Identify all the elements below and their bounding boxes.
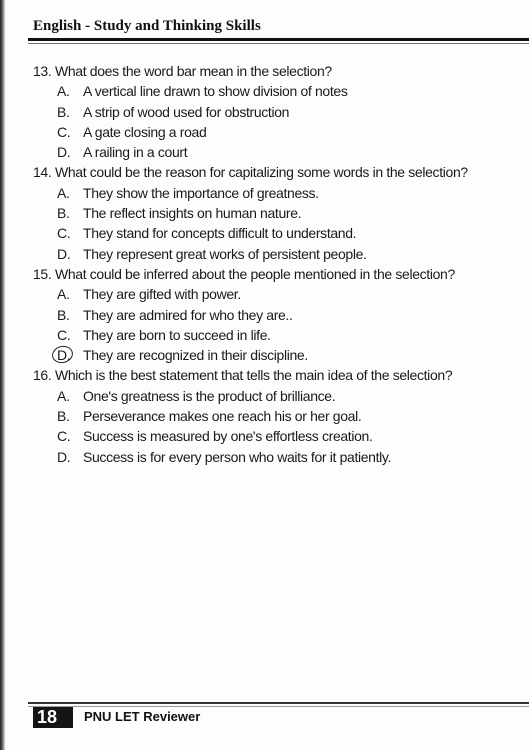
option-c [33, 325, 523, 345]
option-b [33, 102, 523, 122]
question-15 [33, 264, 523, 365]
option-b [33, 406, 523, 426]
option-text: They are recognized in their discipline. [83, 347, 308, 364]
question-list [33, 61, 523, 467]
option-letter: A. [57, 83, 70, 100]
option-letter: C. [57, 123, 71, 140]
question-stem [33, 365, 523, 385]
question-number: 13. [33, 63, 52, 79]
question-text: What could be the reason for capitalizing some words in the selection? [54, 164, 468, 181]
question-16 [33, 365, 523, 466]
question-14 [33, 162, 523, 263]
question-13 [33, 61, 523, 162]
option-letter: C. [57, 326, 71, 343]
option-text: A strip of wood used for obstruction [83, 103, 290, 120]
option-letter: B. [57, 205, 70, 222]
option-text: They are admired for who they are.. [83, 306, 293, 323]
option-text: They are born to succeed in life. [83, 326, 271, 343]
option-a [33, 183, 523, 203]
option-c [33, 426, 523, 446]
page-number-badge: 18 [33, 707, 73, 728]
handwritten-circle-mark [50, 344, 74, 365]
option-text: The reflect insights on human nature. [83, 205, 302, 222]
question-stem [33, 162, 523, 182]
option-d-circled-answer [33, 345, 523, 365]
page-edge-shadow [0, 0, 5, 750]
option-c [33, 223, 523, 243]
option-c [33, 122, 523, 142]
option-letter: C. [57, 428, 71, 445]
header-rule-thin [28, 43, 529, 44]
option-letter: B. [57, 103, 70, 120]
option-text: They stand for concepts difficult to understand. [83, 225, 357, 242]
option-letter-text: D. [57, 347, 71, 364]
option-letter: D. [57, 245, 71, 262]
question-text: Which is the best statement that tells the main idea of the selection? [54, 367, 453, 384]
option-letter: A. [57, 387, 70, 404]
question-text: What does the word bar mean in the selection? [54, 63, 332, 79]
option-a [33, 284, 523, 304]
option-a [33, 81, 523, 101]
option-text: Perseverance makes one reach his or her goal. [83, 408, 362, 425]
option-letter: D. [57, 144, 71, 161]
question-number: 14. [33, 164, 52, 181]
option-a [33, 386, 523, 406]
option-letter: C. [57, 225, 71, 242]
question-stem [33, 61, 523, 81]
option-letter: A. [57, 286, 70, 303]
option-text: Success is for every person who waits for it patiently. [83, 448, 392, 465]
option-letter: B. [57, 306, 70, 323]
option-text: Success is measured by one's effortless creation. [83, 428, 373, 445]
option-b [33, 203, 523, 223]
question-text: What could be inferred about the people mentioned in the selection? [54, 265, 455, 282]
question-number: 16. [33, 367, 52, 384]
option-d [33, 142, 523, 162]
option-d [33, 447, 523, 467]
option-text: They represent great works of persistent people. [83, 245, 367, 262]
option-letter [57, 345, 83, 365]
option-letter: B. [57, 408, 70, 425]
option-text: One's greatness is the product of brilliance. [83, 387, 336, 404]
footer-rule-thin [28, 706, 529, 707]
page-header-title: English - Study and Thinking Skills [33, 18, 261, 34]
question-stem [33, 264, 523, 284]
option-letter: D. [57, 448, 71, 465]
header-rule [28, 38, 529, 41]
footer-rule [28, 702, 529, 704]
option-text: A railing in a court [83, 144, 188, 161]
option-text: A vertical line drawn to show division of notes [83, 83, 348, 100]
option-text: They show the importance of greatness. [83, 184, 319, 201]
option-text: They are gifted with power. [83, 286, 241, 303]
footer-title: PNU LET Reviewer [84, 709, 201, 724]
option-text: A gate closing a road [83, 123, 207, 140]
question-number: 15. [33, 265, 52, 282]
option-d [33, 244, 523, 264]
option-b [33, 305, 523, 325]
option-letter: A. [57, 184, 70, 201]
